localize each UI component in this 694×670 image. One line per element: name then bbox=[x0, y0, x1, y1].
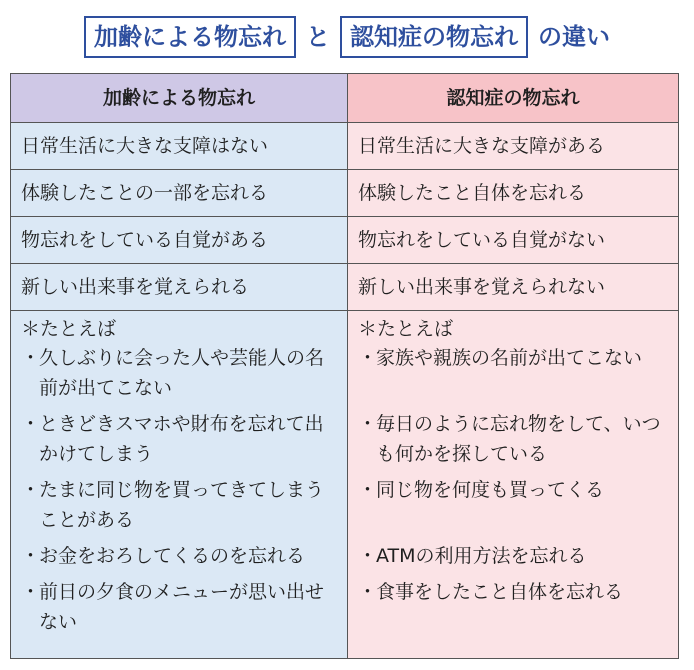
bullet: ・ bbox=[21, 413, 41, 435]
bullet: ・ bbox=[21, 545, 41, 567]
bullet: ・ bbox=[21, 479, 41, 501]
example-text: 久しぶりに会った人や芸能人の名前が出てこない bbox=[39, 347, 325, 399]
bullet: ・ bbox=[358, 545, 378, 567]
page-title bbox=[0, 14, 694, 60]
table-row bbox=[11, 170, 679, 217]
comparison-table bbox=[10, 73, 679, 659]
list-item bbox=[358, 343, 668, 373]
list-item bbox=[21, 541, 337, 571]
list-item bbox=[358, 409, 668, 469]
cell-aging: 物忘れをしている自覚がある bbox=[11, 217, 348, 264]
title-connector: と bbox=[306, 23, 330, 51]
header-dementia: 認知症の物忘れ bbox=[348, 74, 679, 123]
list-item bbox=[21, 475, 337, 535]
examples-dementia bbox=[348, 311, 679, 659]
example-text: 食事をしたこと自体を忘れる bbox=[376, 581, 624, 603]
list-item bbox=[21, 577, 337, 637]
cell-aging: 日常生活に大きな支障はない bbox=[11, 123, 348, 170]
list-item bbox=[21, 343, 337, 403]
cell-dementia: 日常生活に大きな支障がある bbox=[348, 123, 679, 170]
title-suffix: の違い bbox=[538, 23, 610, 51]
list-item bbox=[358, 475, 668, 505]
cell-dementia: 物忘れをしている自覚がない bbox=[348, 217, 679, 264]
example-text: ときどきスマホや財布を忘れて出かけてしまう bbox=[39, 413, 324, 465]
table-row bbox=[11, 123, 679, 170]
examples-aging bbox=[11, 311, 348, 659]
table-header-row bbox=[11, 74, 679, 123]
table-row bbox=[11, 264, 679, 311]
example-text: 毎日のように忘れ物をして、いつも何かを探している bbox=[376, 413, 661, 465]
example-text: 同じ物を何度も買ってくる bbox=[376, 479, 605, 501]
list-item bbox=[358, 577, 668, 607]
cell-aging: 新しい出来事を覚えられる bbox=[11, 264, 348, 311]
bullet: ・ bbox=[358, 581, 378, 603]
example-text: ATMの利用方法を忘れる bbox=[376, 545, 587, 567]
title-box-dementia: 認知症の物忘れ bbox=[340, 16, 528, 58]
examples-heading: ＊たとえば bbox=[358, 318, 454, 340]
cell-dementia: 新しい出来事を覚えられない bbox=[348, 264, 679, 311]
examples-heading: ＊たとえば bbox=[21, 318, 117, 340]
example-text: たまに同じ物を買ってきてしまうことがある bbox=[39, 479, 325, 531]
cell-dementia: 体験したこと自体を忘れる bbox=[348, 170, 679, 217]
bullet: ・ bbox=[358, 347, 378, 369]
bullet: ・ bbox=[21, 347, 41, 369]
example-text: 家族や親族の名前が出てこない bbox=[376, 347, 643, 369]
list-item bbox=[358, 541, 668, 571]
list-item bbox=[21, 409, 337, 469]
example-text: 前日の夕食のメニューが思い出せない bbox=[39, 581, 325, 633]
examples-row bbox=[11, 311, 679, 659]
title-box-aging: 加齢による物忘れ bbox=[84, 16, 296, 58]
header-aging: 加齢による物忘れ bbox=[11, 74, 348, 123]
bullet: ・ bbox=[21, 581, 41, 603]
table-row bbox=[11, 217, 679, 264]
cell-aging: 体験したことの一部を忘れる bbox=[11, 170, 348, 217]
example-text: お金をおろしてくるのを忘れる bbox=[39, 545, 306, 567]
bullet: ・ bbox=[358, 479, 378, 501]
bullet: ・ bbox=[358, 413, 378, 435]
